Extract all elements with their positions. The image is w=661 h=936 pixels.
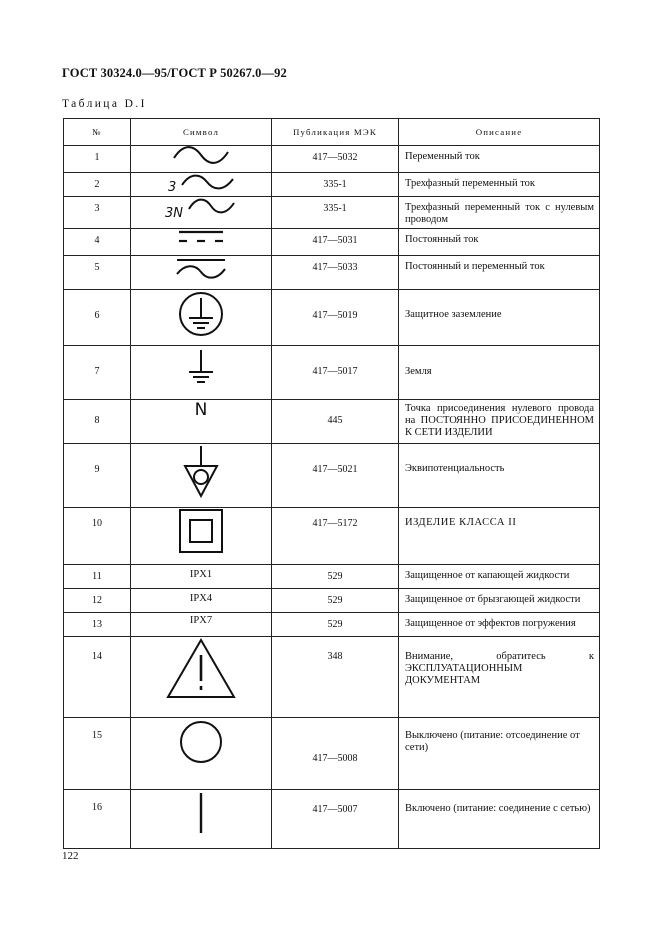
ipx7-label: IPX7 <box>189 615 213 627</box>
publication-cell: 335-1 <box>272 173 399 197</box>
symbol-cell <box>131 790 272 849</box>
description-cell: Включено (питание: соединение с сетью) <box>399 790 600 849</box>
table-row <box>64 508 600 565</box>
power-off-circle-icon <box>177 718 225 766</box>
symbol-cell <box>131 565 272 589</box>
table-row <box>64 290 600 346</box>
row-number: 4 <box>64 229 131 256</box>
symbols-table <box>63 118 600 849</box>
three-phase-ac-neutral-icon <box>165 197 237 219</box>
document-header: ГОСТ 30324.0—95/ГОСТ Р 50267.0—92 <box>62 66 287 80</box>
column-header-number: № <box>64 119 131 146</box>
publication-cell: 529 <box>272 613 399 637</box>
symbol-cell <box>131 290 272 346</box>
publication-cell: 529 <box>272 565 399 589</box>
row-number: 7 <box>64 346 131 400</box>
three-phase-neutral-label: 3N <box>165 206 183 221</box>
symbol-cell <box>131 444 272 508</box>
description-cell: Трехфазный переменный ток <box>399 173 600 197</box>
table-row <box>64 229 600 256</box>
publication-cell: 417—5019 <box>272 290 399 346</box>
ac-dc-icon <box>171 256 231 282</box>
description-cell: Защитное заземление <box>399 290 600 346</box>
publication-cell: 417—5031 <box>272 229 399 256</box>
equipotentiality-icon <box>181 444 221 500</box>
table-header-row <box>64 119 600 146</box>
row-number: 2 <box>64 173 131 197</box>
publication-cell: 417—5033 <box>272 256 399 290</box>
symbol-cell <box>131 637 272 718</box>
publication-cell: 529 <box>272 589 399 613</box>
row-number: 5 <box>64 256 131 290</box>
description-cell: Земля <box>399 346 600 400</box>
publication-cell: 335-1 <box>272 197 399 229</box>
table-row <box>64 613 600 637</box>
power-on-line-icon <box>191 790 211 836</box>
description-cell: Эквипотенциальность <box>399 444 600 508</box>
row-number: 6 <box>64 290 131 346</box>
symbol-cell <box>131 173 272 197</box>
page-number: 122 <box>62 850 79 862</box>
description-cell: Внимание, обратитесь к ЭКСПЛУАТАЦИОННЫМ ДОКУМЕНТАМ <box>399 637 600 718</box>
table-row <box>64 197 600 229</box>
direct-current-icon <box>171 229 231 245</box>
row-number: 12 <box>64 589 131 613</box>
symbol-cell <box>131 197 272 229</box>
table-row <box>64 444 600 508</box>
description-cell <box>399 508 600 565</box>
symbol-cell <box>131 613 272 637</box>
row-number: 14 <box>64 637 131 718</box>
class-ii-equipment-icon <box>177 508 225 554</box>
table-row <box>64 256 600 290</box>
row-number: 10 <box>64 508 131 565</box>
description-cell: Постоянный ток <box>399 229 600 256</box>
description-cell: Переменный ток <box>399 146 600 173</box>
table-row <box>64 589 600 613</box>
publication-cell: 417—5172 <box>272 508 399 565</box>
row-number: 13 <box>64 613 131 637</box>
table-row <box>64 400 600 444</box>
neutral-point-icon: N <box>194 400 208 421</box>
symbol-cell <box>131 589 272 613</box>
table-row <box>64 790 600 849</box>
description-cell: Трехфазный переменный ток с нулевым проводом <box>399 197 600 229</box>
description-cell: Защищенное от брызгающей жидкости <box>399 589 600 613</box>
description-cell: Защищенное от капающей жидкости <box>399 565 600 589</box>
description-text: ИЗДЕЛИЕ КЛАССА II <box>405 517 517 529</box>
table-caption: Таблица D.I <box>62 98 147 110</box>
column-header-publication: Публикация МЭК <box>272 119 399 146</box>
earth-icon <box>181 346 221 386</box>
row-number: 9 <box>64 444 131 508</box>
symbol-cell <box>131 146 272 173</box>
table-row <box>64 565 600 589</box>
publication-cell: 417—5021 <box>272 444 399 508</box>
publication-cell: 417—5017 <box>272 346 399 400</box>
description-cell: Защищенное от эффектов погружения <box>399 613 600 637</box>
table-row <box>64 718 600 790</box>
publication-cell: 417—5007 <box>272 790 399 849</box>
publication-cell: 417—5032 <box>272 146 399 173</box>
description-cell: Выключено (питание: отсоединение от сети) <box>399 718 600 790</box>
row-number: 1 <box>64 146 131 173</box>
symbol-cell <box>131 346 272 400</box>
symbol-cell <box>131 256 272 290</box>
three-phase-label: 3 <box>168 180 177 195</box>
row-number: 8 <box>64 400 131 444</box>
table-row <box>64 346 600 400</box>
symbol-cell <box>131 718 272 790</box>
publication-cell: 417—5008 <box>272 718 399 790</box>
symbol-cell <box>131 229 272 256</box>
publication-cell: 445 <box>272 400 399 444</box>
column-header-symbol: Символ <box>131 119 272 146</box>
table-row <box>64 637 600 718</box>
symbol-cell <box>131 508 272 565</box>
row-number: 15 <box>64 718 131 790</box>
warning-triangle-icon <box>165 637 237 701</box>
protective-earth-icon <box>177 290 225 338</box>
alternating-current-icon <box>171 146 231 164</box>
three-phase-ac-icon <box>166 173 236 193</box>
ipx1-label: IPX1 <box>189 569 213 581</box>
description-cell: Постоянный и переменный ток <box>399 256 600 290</box>
symbol-cell <box>131 400 272 444</box>
column-header-description: Описание <box>399 119 600 146</box>
table-row <box>64 173 600 197</box>
table-row <box>64 146 600 173</box>
row-number: 3 <box>64 197 131 229</box>
row-number: 16 <box>64 790 131 849</box>
row-number: 11 <box>64 565 131 589</box>
description-cell: Точка присоединения нулевого провода на ПОСТОЯННО ПРИСОЕДИНЕННОМ К СЕТИ ИЗДЕЛИИ <box>399 400 600 444</box>
publication-cell: 348 <box>272 637 399 718</box>
ipx4-label: IPX4 <box>189 593 213 605</box>
